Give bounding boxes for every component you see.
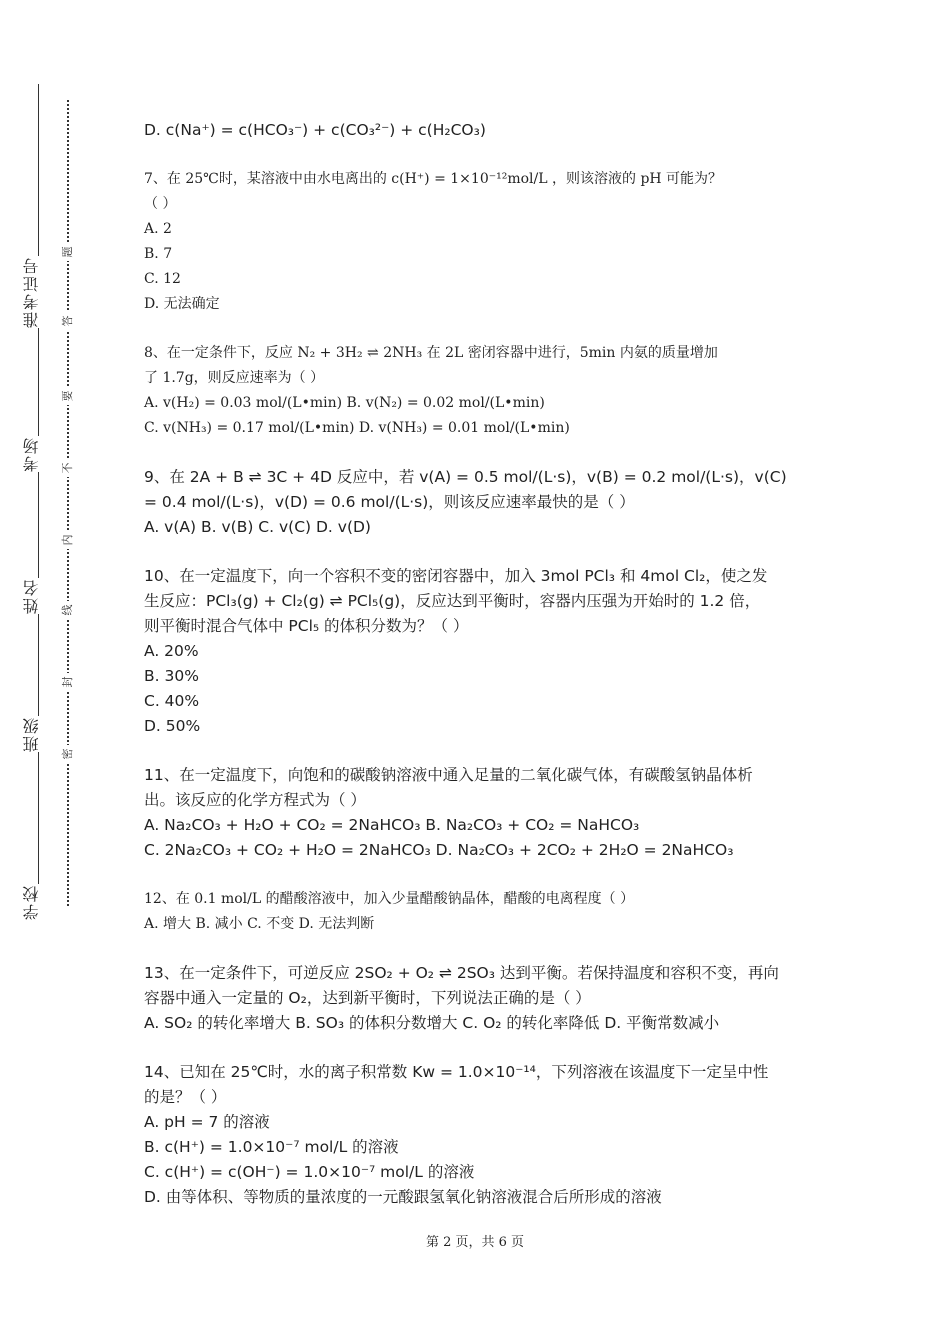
question-q14 bbox=[144, 1060, 824, 1210]
question-line: 12、在 0.1 mol/L 的醋酸溶液中，加入少量醋酸钠晶体，醋酸的电离程度（ ） bbox=[144, 891, 635, 907]
seal-char: 答 bbox=[59, 312, 75, 330]
question-line: 7、在 25℃时，某溶液中由水电离出的 c(H⁺) = 1×10⁻¹²mol/L ，则该溶液的 pH 可能为？ bbox=[144, 171, 723, 187]
question-q9 bbox=[144, 465, 824, 540]
question-line: D. c(Na⁺) = c(HCO₃⁻) + c(CO₃²⁻) + c(H₂CO₃) bbox=[144, 121, 486, 139]
question-line: 11、在一定温度下，向饱和的碳酸钠溶液中通入足量的二氧化碳气体，有碳酸氢钠晶体析 bbox=[144, 766, 753, 784]
question-gap bbox=[144, 1036, 824, 1060]
question-line: A. 2 bbox=[144, 221, 172, 237]
question-line: A. Na₂CO₃ + H₂O + CO₂ = 2NaHCO₃ B. Na₂CO₃ + CO₂ = NaHCO₃ bbox=[144, 816, 640, 834]
question-gap bbox=[144, 143, 824, 167]
question-q13 bbox=[144, 961, 824, 1036]
question-line: D. 由等体积、等物质的量浓度的一元酸跟氢氧化钠溶液混合后所形成的溶液 bbox=[144, 1188, 662, 1206]
question-q6 bbox=[144, 118, 824, 143]
seal-char: 要 bbox=[59, 387, 75, 405]
binding-margin bbox=[0, 0, 110, 1344]
question-line: C. c(H⁺) = c(OH⁻) = 1.0×10⁻⁷ mol/L 的溶液 bbox=[144, 1163, 475, 1181]
question-line: A. SO₂ 的转化率增大 B. SO₃ 的体积分数增大 C. O₂ 的转化率降低 D. 平衡常数减小 bbox=[144, 1014, 720, 1032]
seal-char: 内 bbox=[59, 531, 75, 549]
question-gap bbox=[144, 540, 824, 564]
question-line: A. 20% bbox=[144, 642, 199, 660]
question-gap bbox=[144, 317, 824, 341]
question-line: B. c(H⁺) = 1.0×10⁻⁷ mol/L 的溶液 bbox=[144, 1138, 399, 1156]
question-q8 bbox=[144, 341, 824, 441]
question-gap bbox=[144, 739, 824, 763]
exam-number-label: 准考证号 bbox=[20, 256, 50, 328]
question-line: C. 40% bbox=[144, 692, 200, 710]
question-line: C. 2Na₂CO₃ + CO₂ + H₂O = 2NaHCO₃ D. Na₂CO₃ + 2CO₂ + 2H₂O = 2NaHCO₃ bbox=[144, 841, 734, 859]
binding-solid-line bbox=[38, 84, 39, 914]
question-line: D. 50% bbox=[144, 717, 201, 735]
question-line: B. 30% bbox=[144, 667, 199, 685]
question-q7 bbox=[144, 167, 824, 317]
question-gap bbox=[144, 937, 824, 961]
question-gap bbox=[144, 441, 824, 465]
question-list bbox=[144, 118, 824, 1210]
name-label: 姓名 bbox=[20, 578, 50, 614]
seal-dotted-line bbox=[67, 100, 69, 906]
page-number: 第 2 页，共 6 页 bbox=[425, 1235, 525, 1250]
class-label: 班级 bbox=[20, 716, 50, 752]
question-line: C. v(NH₃) = 0.17 mol/(L•min) D. v(NH₃) = 0.01 mol/(L•min) bbox=[144, 420, 570, 436]
question-line: A. 增大 B. 减小 C. 不变 D. 无法判断 bbox=[144, 916, 375, 932]
question-line: 出。该反应的化学方程式为（ ） bbox=[144, 791, 366, 809]
question-line: = 0.4 mol/(L·s)，v(D) = 0.6 mol/(L·s)，则该反应速率最快的是（ ） bbox=[144, 493, 635, 511]
question-line: A. v(A) B. v(B) C. v(C) D. v(D) bbox=[144, 518, 371, 536]
question-line: 14、已知在 25℃时，水的离子积常数 Kw = 1.0×10⁻¹⁴，下列溶液在该温度下一定呈中性 bbox=[144, 1063, 769, 1081]
question-q11 bbox=[144, 763, 824, 863]
seal-char: 密 bbox=[59, 745, 75, 763]
question-line: 9、在 2A + B ⇌ 3C + 4D 反应中，若 v(A) = 0.5 mol/(L·s)，v(B) = 0.2 mol/(L·s)，v(C) bbox=[144, 468, 787, 486]
question-q10 bbox=[144, 564, 824, 739]
question-line: （ ） bbox=[144, 196, 177, 212]
exam-room-label: 考场 bbox=[20, 436, 50, 472]
question-line: 生反应：PCl₃(g) + Cl₂(g) ⇌ PCl₅(g)，反应达到平衡时，容器内压强为开始时的 1.2 倍， bbox=[144, 592, 761, 610]
question-line: 容器中通入一定量的 O₂，达到新平衡时，下列说法正确的是（ ） bbox=[144, 989, 591, 1007]
school-label: 学校 bbox=[20, 884, 50, 920]
seal-char: 线 bbox=[59, 601, 75, 619]
question-line: 10、在一定温度下，向一个容积不变的密闭容器中，加入 3mol PCl₃ 和 4mol Cl₂，使之发 bbox=[144, 567, 768, 585]
question-line: C. 12 bbox=[144, 271, 181, 287]
question-line: 则平衡时混合气体中 PCl₅ 的体积分数为？（ ） bbox=[144, 617, 469, 635]
question-line: A. pH = 7 的溶液 bbox=[144, 1113, 270, 1131]
seal-char: 封 bbox=[59, 673, 75, 691]
question-line: B. 7 bbox=[144, 246, 173, 262]
question-gap bbox=[144, 863, 824, 887]
question-line: 了 1.7g，则反应速率为（ ） bbox=[144, 370, 325, 386]
seal-char: 题 bbox=[59, 243, 75, 261]
question-line: D. 无法确定 bbox=[144, 296, 220, 312]
question-line: 8、在一定条件下，反应 N₂ + 3H₂ ⇌ 2NH₃ 在 2L 密闭容器中进行，5min 内氨的质量增加 bbox=[144, 345, 718, 361]
question-line: 的是？（ ） bbox=[144, 1088, 227, 1106]
seal-char: 不 bbox=[59, 459, 75, 477]
question-q12 bbox=[144, 887, 824, 937]
question-line: 13、在一定条件下，可逆反应 2SO₂ + O₂ ⇌ 2SO₃ 达到平衡。若保持温度和容积不变，再向 bbox=[144, 964, 779, 982]
question-line: A. v(H₂) = 0.03 mol/(L•min) B. v(N₂) = 0.02 mol/(L•min) bbox=[144, 395, 545, 411]
